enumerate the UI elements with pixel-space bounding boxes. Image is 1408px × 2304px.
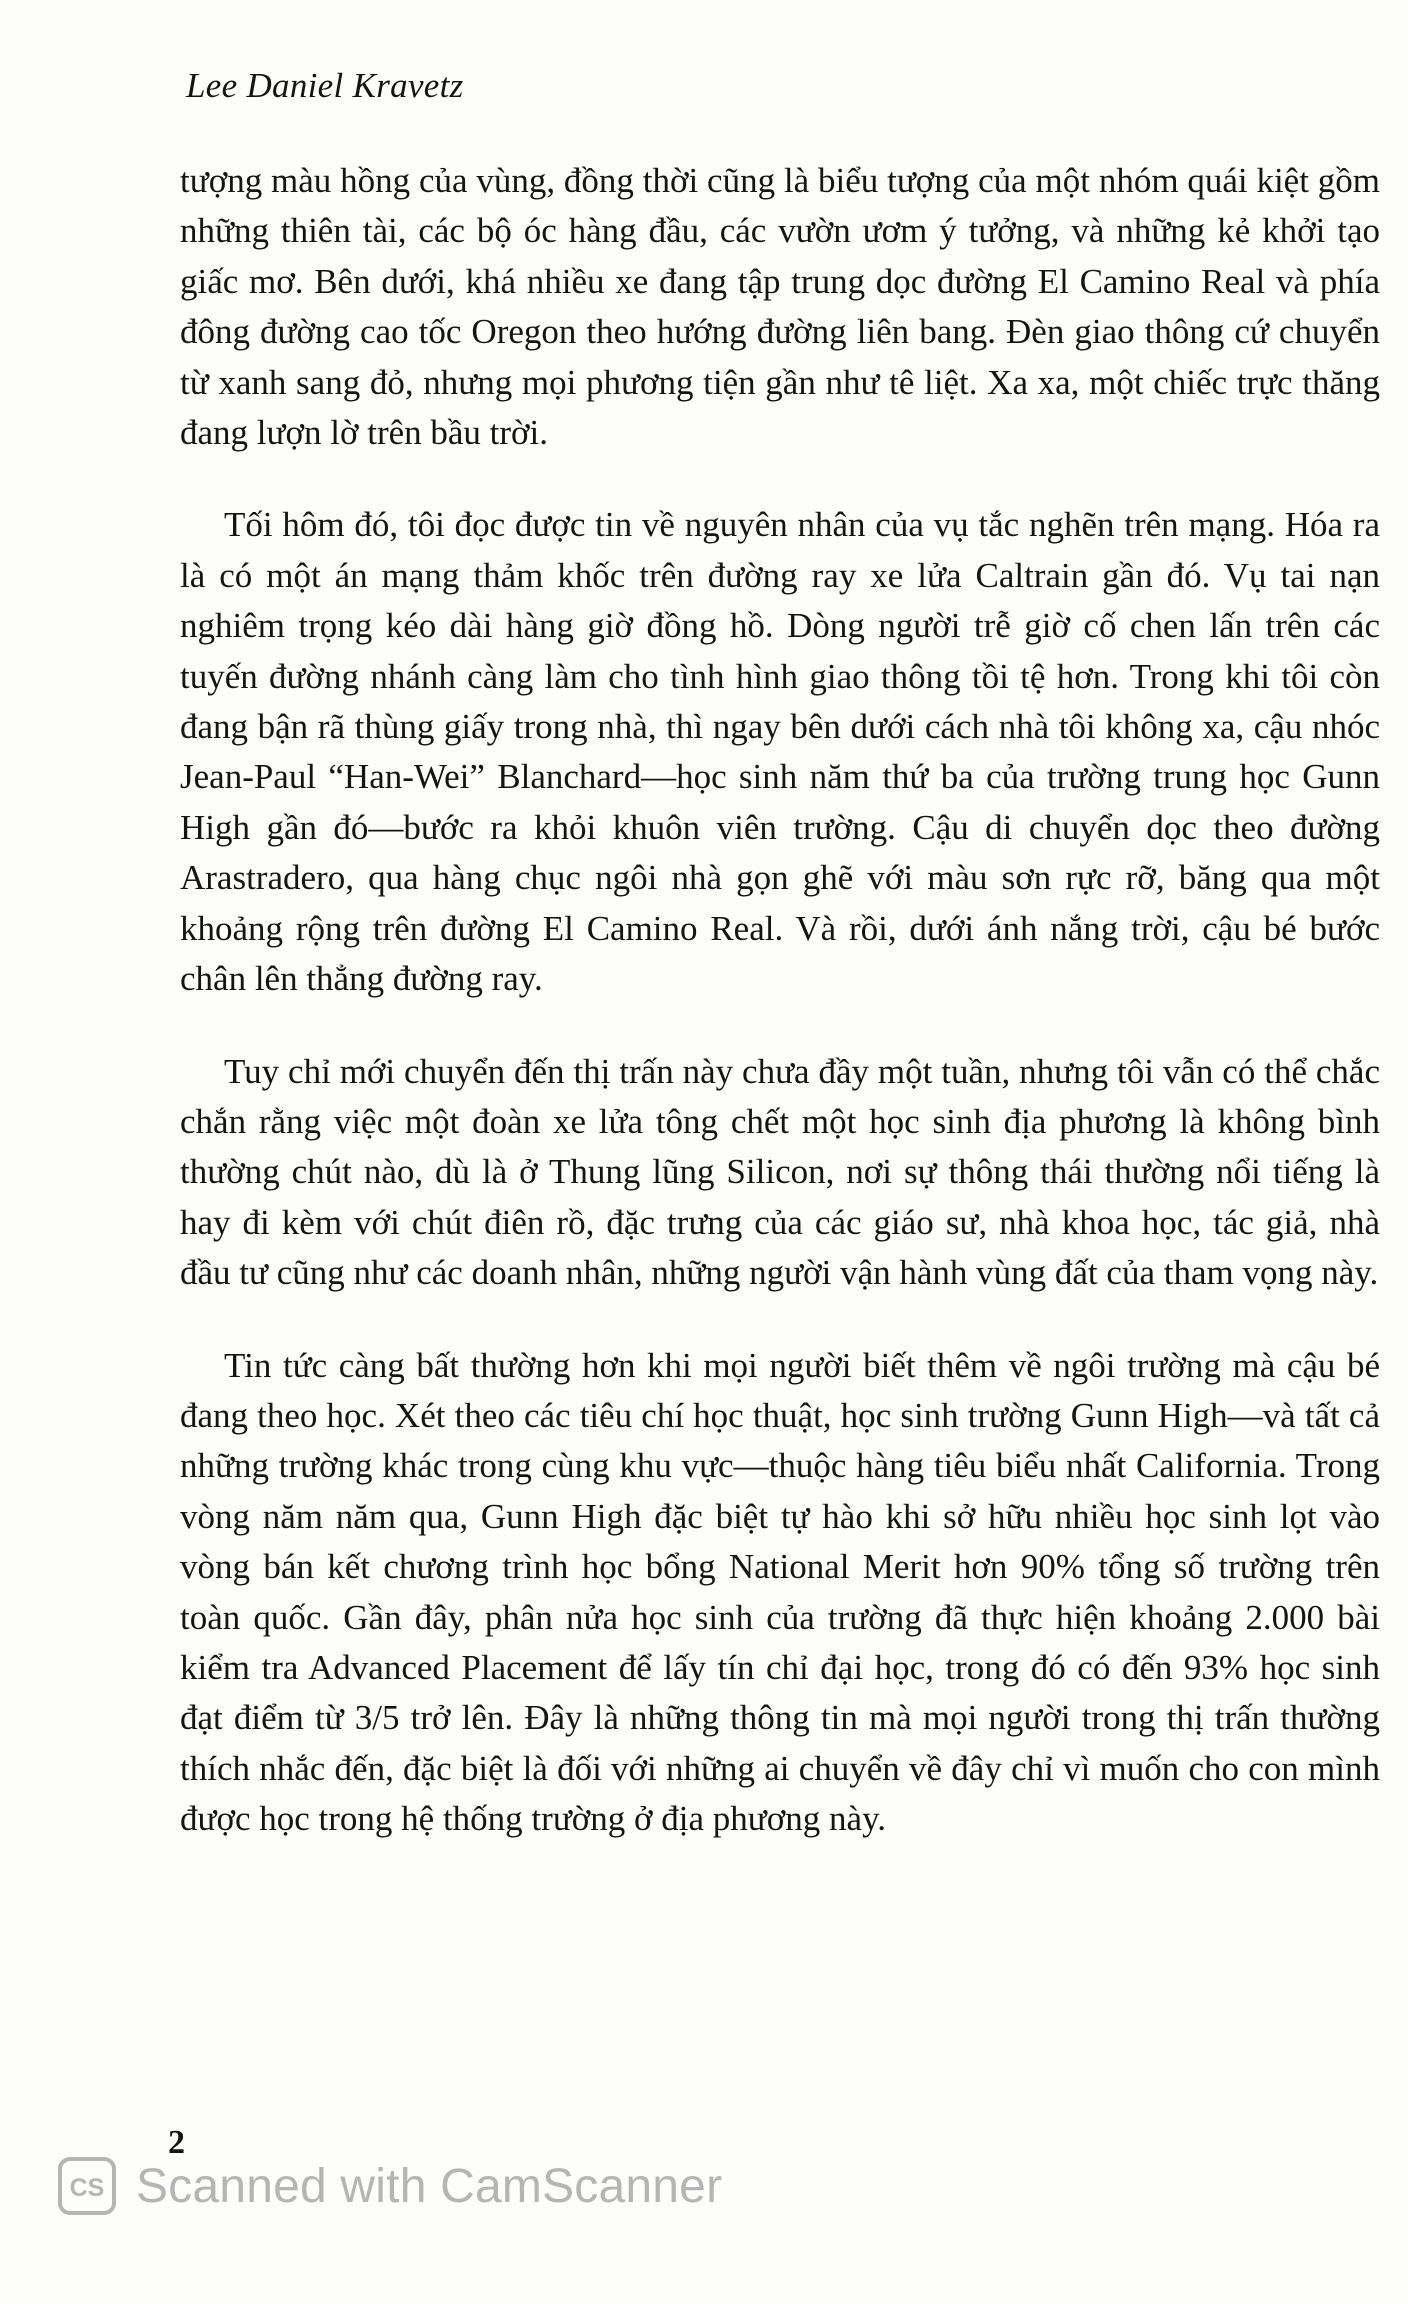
camscanner-logo-text: CS [69, 2174, 105, 2202]
paragraph: Tin tức càng bất thường hơn khi mọi người biết thêm về ngôi trường mà cậu bé đang theo học. Xét theo các tiêu chí học thuật, học sinh trường Gunn High—và tất cả những trường khác trong cùng khu vực—thuộc hàng tiêu biểu nhất California. Trong vòng năm năm qua, Gunn High đặc biệt tự hào khi sở hữu nhiều học sinh lọt vào vòng bán kết chương trình học bổng National Merit hơn 90% tổng số trường trên toàn quốc. Gần đây, phân nửa học sinh của trường đã thực hiện khoảng 2.000 bài kiểm tra Advanced Placement để lấy tín chỉ đại học, trong đó có đến 93% học sinh đạt điểm từ 3/5 trở lên. Đây là những thông tin mà mọi người trong thị trấn thường thích nhắc đến, đặc biệt là đối với những ai chuyển về đây chỉ vì muốn cho con mình được học trong hệ thống trường ở địa phương này. [180, 1345, 1380, 1839]
paragraph-continued: tượng màu hồng của vùng, đồng thời cũng là biểu tượng của một nhóm quái kiệt gồm những thiên tài, các bộ óc hàng đầu, các vườn ươm ý tưởng, và những kẻ khởi tạo giấc mơ. Bên dưới, khá nhiều xe đang tập trung dọc đường El Camino Real và phía đông đường cao tốc Oregon theo hướng đường liên bang. Đèn giao thông cứ chuyển từ xanh sang đỏ, nhưng mọi phương tiện gần như tê liệt. Xa xa, một chiếc trực thăng đang lượn lờ trên bầu trời. [180, 161, 1380, 453]
body-text [180, 156, 1380, 1845]
paragraph: Tối hôm đó, tôi đọc được tin về nguyên nhân của vụ tắc nghẽn trên mạng. Hóa ra là có một án mạng thảm khốc trên đường ray xe lửa Caltrain gần đó. Vụ tai nạn nghiêm trọng kéo dài hàng giờ đồng hồ. Dòng người trễ giờ cố chen lấn trên các tuyến đường nhánh càng làm cho tình hình giao thông tồi tệ hơn. Trong khi tôi còn đang bận rã thùng giấy trong nhà, thì ngay bên dưới cách nhà tôi không xa, cậu nhóc Jean-Paul “Han-Wei” Blanchard—học sinh năm thứ ba của trường trung học Gunn High gần đó—bước ra khỏi khuôn viên trường. Cậu di chuyển dọc theo đường Arastradero, qua hàng chục ngôi nhà gọn ghẽ với màu sơn rực rỡ, băng qua một khoảng rộng trên đường El Camino Real. Và rồi, dưới ánh nắng trời, cậu bé bước chân lên thẳng đường ray. [180, 505, 1380, 999]
running-head-author: Lee Daniel Kravetz [186, 66, 464, 105]
paragraph: Tuy chỉ mới chuyển đến thị trấn này chưa đầy một tuần, nhưng tôi vẫn có thể chắc chắn rằng việc một đoàn xe lửa tông chết một học sinh địa phương là không bình thường chút nào, dù là ở Thung lũng Silicon, nơi sự thông thái thường nổi tiếng là hay đi kèm với chút điên rồ, đặc trưng của các giáo sư, nhà khoa học, tác giả, nhà đầu tư cũng như các doanh nhân, những người vận hành vùng đất của tham vọng này. [180, 1051, 1380, 1293]
camscanner-watermark [58, 2154, 722, 2218]
page-number: 2 [168, 2124, 185, 2161]
watermark-text: Scanned with CamScanner [136, 2159, 723, 2213]
camscanner-logo-icon [58, 2157, 116, 2215]
